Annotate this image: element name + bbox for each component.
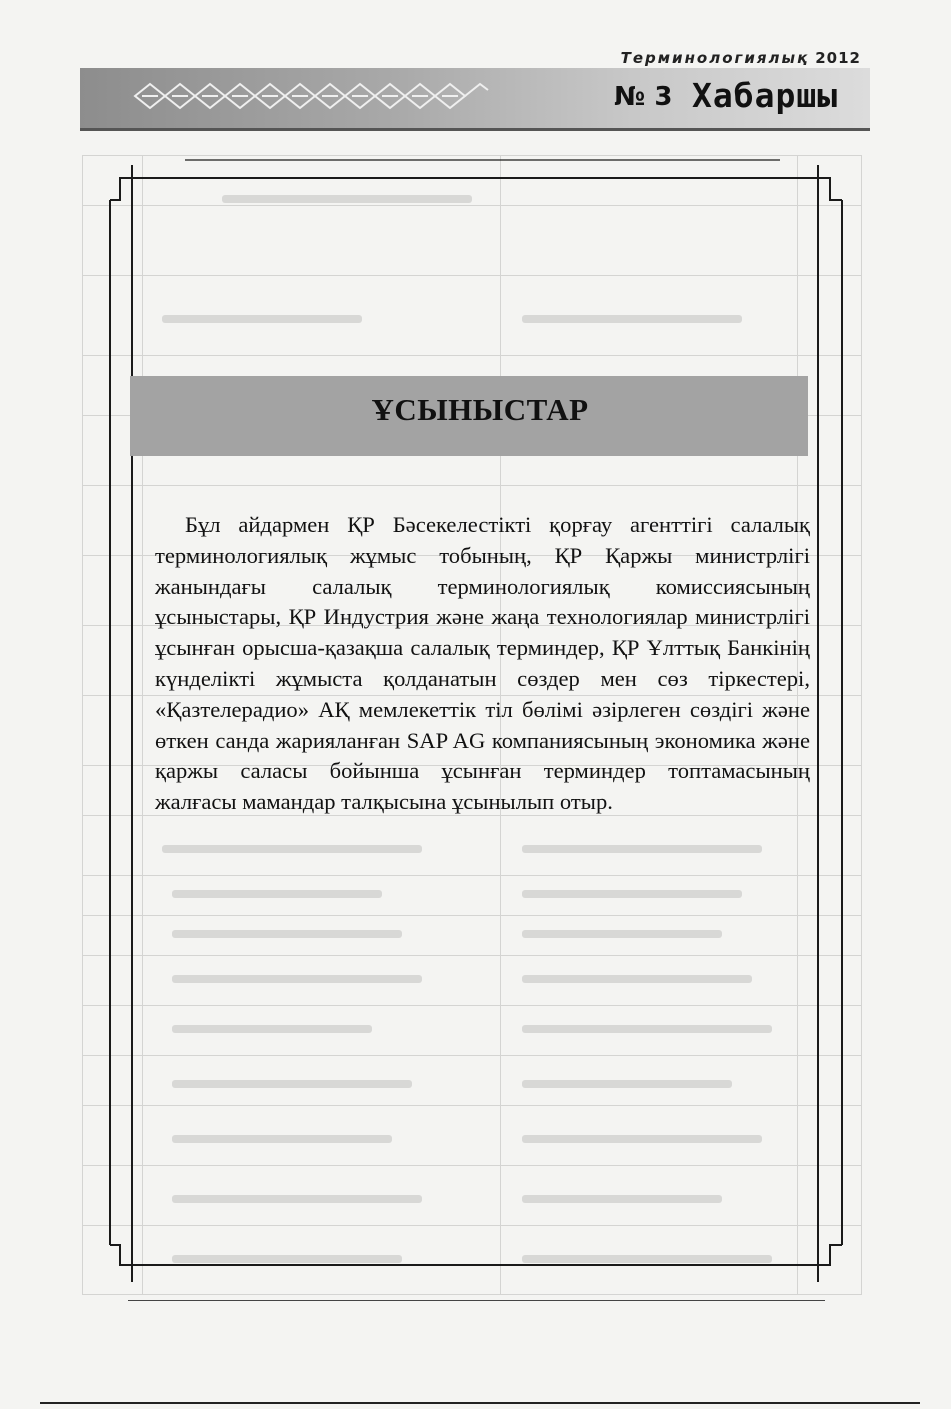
footer-rule	[40, 1402, 920, 1404]
ornament-pattern-icon	[130, 76, 490, 116]
journal-title-text: Терминологиялық	[620, 49, 810, 67]
journal-year: 2012	[815, 49, 861, 67]
body-text	[155, 510, 810, 818]
header-rule	[80, 128, 870, 131]
bottom-rule	[128, 1300, 825, 1301]
section-title: ҰСЫНЫСТАР	[371, 392, 589, 427]
issue-number: № 3	[614, 82, 673, 112]
intro-paragraph: Бұл айдармен ҚР Бәсекелестікті қорғау агенттігі салалық терминологиялық жұмыс тобының, ҚР Қаржы министрлігі жанындағы салалық терминологиялық комиссиясының ұсыныстары, ҚР Индустрия және жаңа технологиялар министрлігі ұсынған орысша-қазақша салалық терминдер, ҚР Ұлттық Банкінің күнделікті жұмыста қолданатын сөздер мен сөз тіркестері, «Қазтелерадио» АҚ мемлекеттік тіл бөлімі әзірлеген сөздігі және өткен санда жарияланған SAP AG компаниясының экономика және қаржы саласы бойынша ұсынған терминдер топтамасының жалғасы мамандар талқысына ұсынылып отыр.	[155, 512, 810, 815]
journal-title	[621, 49, 861, 67]
journal-name: Хабаршы	[692, 76, 839, 115]
